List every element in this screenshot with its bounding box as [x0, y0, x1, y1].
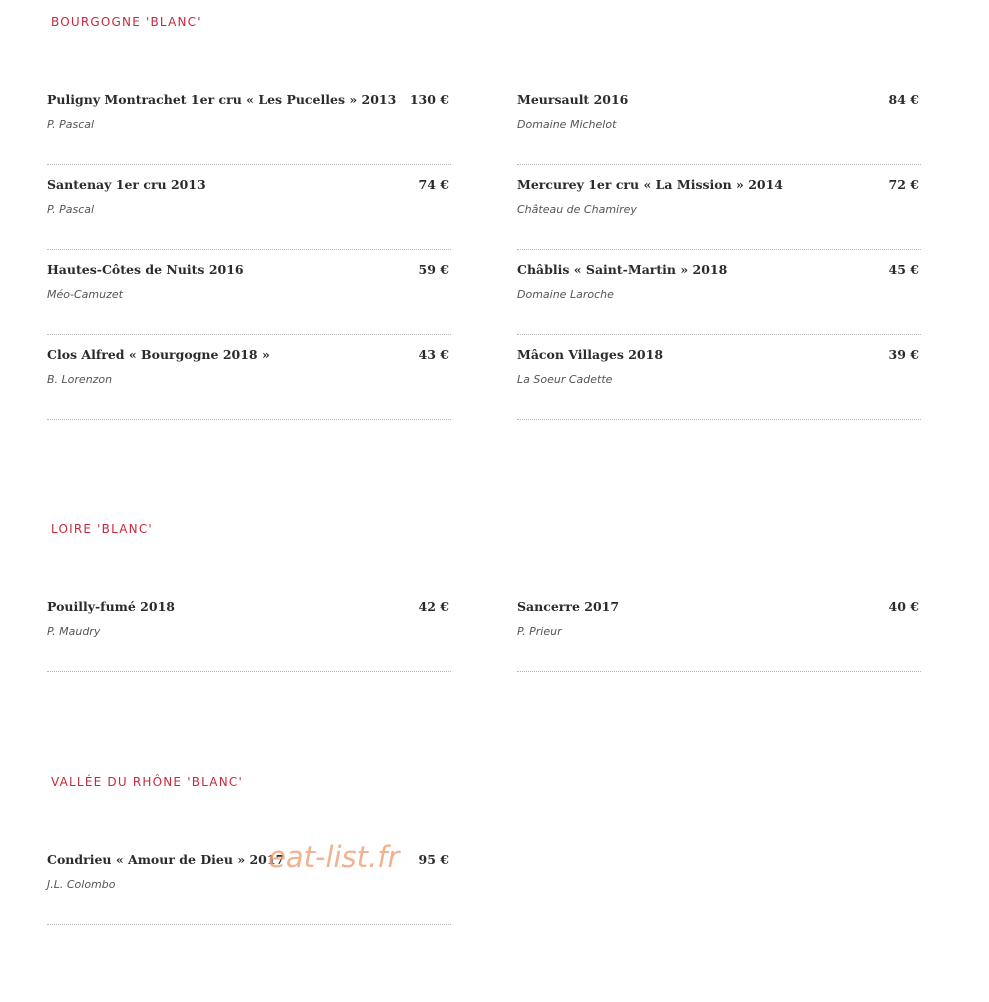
- wine-item: [47, 347, 451, 420]
- wine-price: 39 €: [888, 347, 919, 362]
- wine-name: Puligny Montrachet 1er cru « Les Pucelles » 2013: [47, 92, 397, 107]
- wine-producer: B. Lorenzon: [47, 373, 113, 386]
- wine-producer: J.L. Colombo: [47, 878, 116, 891]
- wine-name: Hautes-Côtes de Nuits 2016: [47, 262, 244, 277]
- wine-price: 42 €: [418, 599, 449, 614]
- wine-producer: Domaine Michelot: [517, 118, 617, 131]
- wine-item: [47, 92, 451, 165]
- wine-price: 40 €: [888, 599, 919, 614]
- wine-item: [47, 262, 451, 335]
- wine-item: [47, 177, 451, 250]
- wine-producer: Château de Chamirey: [517, 203, 637, 216]
- wine-item: [517, 92, 921, 165]
- wine-name: Châblis « Saint-Martin » 2018: [517, 262, 728, 277]
- wine-price: 84 €: [888, 92, 919, 107]
- section-title-bourgogne: BOURGOGNE 'BLANC': [51, 15, 202, 29]
- wine-producer: P. Pascal: [47, 118, 95, 131]
- wine-name: Santenay 1er cru 2013: [47, 177, 206, 192]
- wine-producer: P. Maudry: [47, 625, 101, 638]
- wine-name: Mercurey 1er cru « La Mission » 2014: [517, 177, 783, 192]
- wine-producer: Méo-Camuzet: [47, 288, 123, 301]
- wine-price: 74 €: [418, 177, 449, 192]
- wine-producer: P. Pascal: [47, 203, 95, 216]
- wine-name: Meursault 2016: [517, 92, 629, 107]
- wine-name: Clos Alfred « Bourgogne 2018 »: [47, 347, 270, 362]
- wine-price: 72 €: [888, 177, 919, 192]
- wine-price: 59 €: [418, 262, 449, 277]
- wine-price: 43 €: [418, 347, 449, 362]
- section-title-rhone: VALLÉE DU RHÔNE 'BLANC': [51, 775, 243, 789]
- wine-price: 45 €: [888, 262, 919, 277]
- wine-item: [47, 599, 451, 672]
- wine-item: [517, 347, 921, 420]
- wine-name: Sancerre 2017: [517, 599, 620, 614]
- watermark-text: eat-list.fr: [268, 840, 400, 874]
- wine-item: [517, 262, 921, 335]
- section-title-loire: LOIRE 'BLANC': [51, 522, 153, 536]
- wine-price: 130 €: [409, 92, 449, 107]
- wine-price: 95 €: [418, 852, 449, 867]
- wine-item: [517, 599, 921, 672]
- wine-name: Pouilly-fumé 2018: [47, 599, 175, 614]
- wine-producer: La Soeur Cadette: [517, 373, 613, 386]
- wine-producer: Domaine Laroche: [517, 288, 614, 301]
- wine-name: Condrieu « Amour de Dieu » 2017: [47, 852, 285, 867]
- wine-name: Mâcon Villages 2018: [517, 347, 664, 362]
- wine-item: [517, 177, 921, 250]
- wine-producer: P. Prieur: [517, 625, 562, 638]
